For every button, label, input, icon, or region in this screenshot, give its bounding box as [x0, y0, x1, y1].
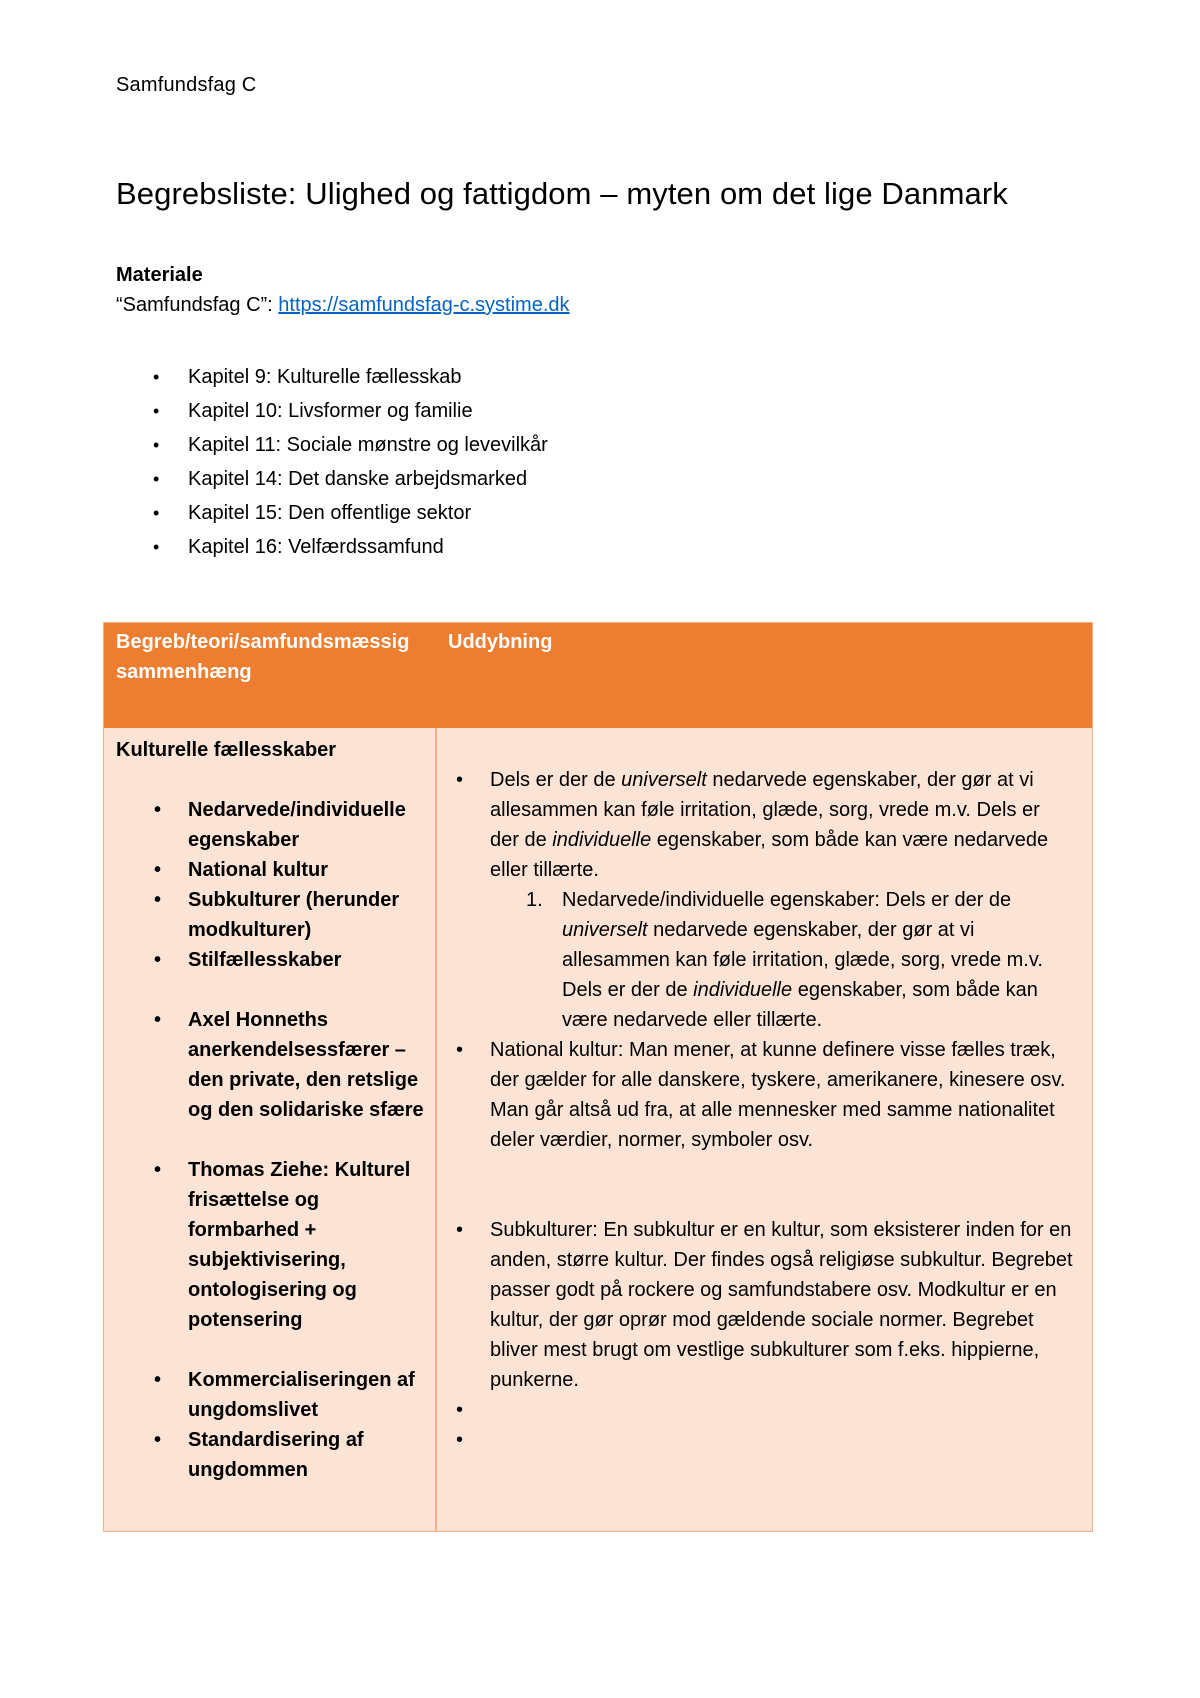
explanation-item: • Dels er der de universelt nedarvede egenskaber, der gør at vi allesammen kan føle irritation, glæde, sorg, vrede m.v. Dels er der de individuelle egenskaber, som både kan være nedarvede eller tillærte. 1. Nedarvede/individuelle egenskaber: Dels er der de universelt nedarvede egenskaber, der gør at vi allesammen kan føle irritation, glæde, sorg, vrede m.v. Dels er der de individuelle egenskaber, som både kan være nedarvede eller tillærte.	[448, 765, 1073, 1035]
concept-item: • Nedarvede/individuelle egenskaber	[116, 795, 426, 855]
concept-item: • Thomas Ziehe: Kulturel frisættelse og formbarhed + subjektivisering, ontologisering og potensering	[116, 1155, 426, 1335]
concept-item: • Axel Honneths anerkendelsessfærer – den private, den retslige og den solidariske sfære	[116, 1005, 426, 1125]
explanation-list	[448, 765, 1073, 1155]
chapter-item: • Kapitel 11: Sociale mønstre og levevilkår	[150, 428, 548, 462]
materiale-link[interactable]: https://samfundsfag-c.systime.dk	[278, 294, 570, 316]
chapter-item: • Kapitel 9: Kulturelle fællesskab	[150, 360, 548, 394]
concept-table	[103, 622, 1093, 1532]
table-header-concept: Begreb/teori/samfundsmæssig sammenhæng	[116, 631, 410, 683]
materiale-source	[116, 294, 570, 317]
concept-list-group-3	[116, 1155, 426, 1335]
concept-item: • Kommercialiseringen af ungdomslivet	[116, 1365, 426, 1425]
explanation-cell	[448, 765, 1073, 1455]
explanation-item: • Subkulturer: En subkultur er en kultur, som eksisterer inden for en anden, større kultur. Der findes også religiøse subkultur. Begrebet passer godt på rockere og samfundstabere osv. Modkultur er en kultur, der gør oprør mod gældende sociale normer. Begrebet bliver mest brugt om vestlige subkulturer som f.eks. hippierne, punkerne.	[448, 1215, 1073, 1395]
explanation-item: • National kultur: Man mener, at kunne definere visse fælles træk, der gælder for alle danskere, tyskere, amerikanere, kinesere osv. Man går altså ud fra, at alle mennesker med samme nationalitet deler værdier, normer, symboler osv.	[448, 1035, 1073, 1155]
materiale-source-label: “Samfundsfag C”:	[116, 294, 279, 316]
concept-item: • Stilfællesskaber	[116, 945, 426, 975]
column-divider	[435, 728, 437, 1531]
concept-cell	[116, 735, 426, 1485]
chapter-item: • Kapitel 14: Det danske arbejdsmarked	[150, 462, 548, 496]
concept-item: • Standardisering af ungdommen	[116, 1425, 426, 1485]
concept-heading: Kulturelle fællesskaber	[116, 739, 337, 761]
table-header-row	[104, 623, 1092, 728]
chapter-item: • Kapitel 15: Den offentlige sektor	[150, 496, 548, 530]
concept-list-group-1	[116, 795, 426, 975]
chapter-item: • Kapitel 16: Velfærdssamfund	[150, 530, 548, 564]
page-title: Begrebsliste: Ulighed og fattigdom – myten om det lige Danmark	[116, 176, 1008, 211]
page-header: Samfundsfag C	[116, 74, 257, 96]
empty-bullet	[448, 1425, 1073, 1455]
explanation-sublist	[490, 885, 1073, 1035]
concept-item: • National kultur	[116, 855, 426, 885]
table-header-explanation: Uddybning	[448, 631, 553, 653]
materiale-heading: Materiale	[116, 264, 203, 286]
concept-item: • Subkulturer (herunder modkulturer)	[116, 885, 426, 945]
concept-list-group-2	[116, 1005, 426, 1125]
explanation-list-2	[448, 1215, 1073, 1455]
empty-bullet	[448, 1395, 1073, 1425]
explanation-subitem: 1. Nedarvede/individuelle egenskaber: Dels er der de universelt nedarvede egenskaber, der gør at vi allesammen kan føle irritation, glæde, sorg, vrede m.v. Dels er der de individuelle egenskaber, som både kan være nedarvede eller tillærte.	[526, 889, 1043, 1031]
chapter-item: • Kapitel 10: Livsformer og familie	[150, 394, 548, 428]
concept-list-group-4	[116, 1365, 426, 1485]
chapter-list	[150, 360, 548, 564]
